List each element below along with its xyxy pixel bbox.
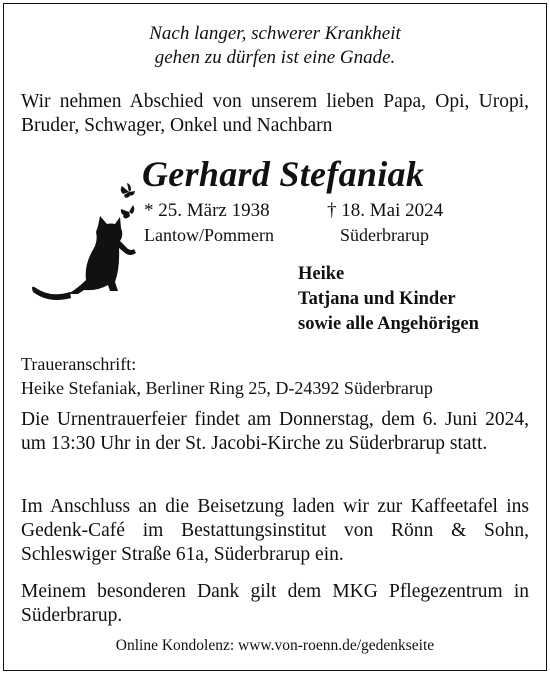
motto-line-1: Nach langer, schwerer Krankheit bbox=[149, 23, 401, 44]
reception-paragraph: Im Anschluss an die Beisetzung laden wir zur Kaffeetafel ins Gedenk-Café im Bestattungsinstitut von Rönn & Sohn, Schleswiger Straße 61a, Süderbrarup ein. bbox=[21, 496, 529, 565]
mourners-list bbox=[298, 262, 479, 337]
birth-date: * 25. März 1938 bbox=[144, 200, 270, 221]
mourning-address: Heike Stefaniak, Berliner Ring 25, D-24392 Süderbrarup bbox=[21, 378, 433, 398]
mourner-line: sowie alle Angehörigen bbox=[298, 314, 479, 334]
funeral-paragraph: Die Urnentrauerfeier findet am Donnerstag, dem 6. Juni 2024, um 13:30 Uhr in der St. Jacobi-Kirche zu Süderbrarup statt. bbox=[21, 409, 529, 454]
address-label: Traueranschrift: bbox=[21, 354, 137, 374]
mourner-line: Tatjana und Kinder bbox=[298, 289, 456, 309]
cat-silhouette bbox=[32, 216, 136, 300]
online-condolence-link[interactable]: Online Kondolenz: www.von-roenn.de/gedenkseite bbox=[115, 637, 435, 654]
thanks-paragraph: Meinem besonderen Dank gilt dem MKG Pflegezentrum in Süderbrarup. bbox=[21, 581, 529, 626]
deceased-name: Gerhard Stefaniak bbox=[142, 154, 425, 194]
butterfly-icon bbox=[121, 183, 135, 198]
motto-line-2: gehen zu dürfen ist eine Gnade. bbox=[154, 47, 396, 68]
obituary-notice bbox=[3, 3, 547, 671]
cat-with-butterflies-image bbox=[26, 180, 146, 310]
mourner-line: Heike bbox=[298, 264, 345, 284]
motto bbox=[4, 22, 546, 70]
intro-text: Wir nehmen Abschied von unserem lieben Papa, Opi, Uropi, Bruder, Schwager, Onkel und Nachbarn bbox=[21, 91, 529, 136]
birth-place: Lantow/Pommern bbox=[144, 225, 274, 245]
death-place: Süderbrarup bbox=[340, 225, 429, 245]
death-date: † 18. Mai 2024 bbox=[327, 200, 444, 221]
butterfly-icon bbox=[121, 205, 134, 219]
